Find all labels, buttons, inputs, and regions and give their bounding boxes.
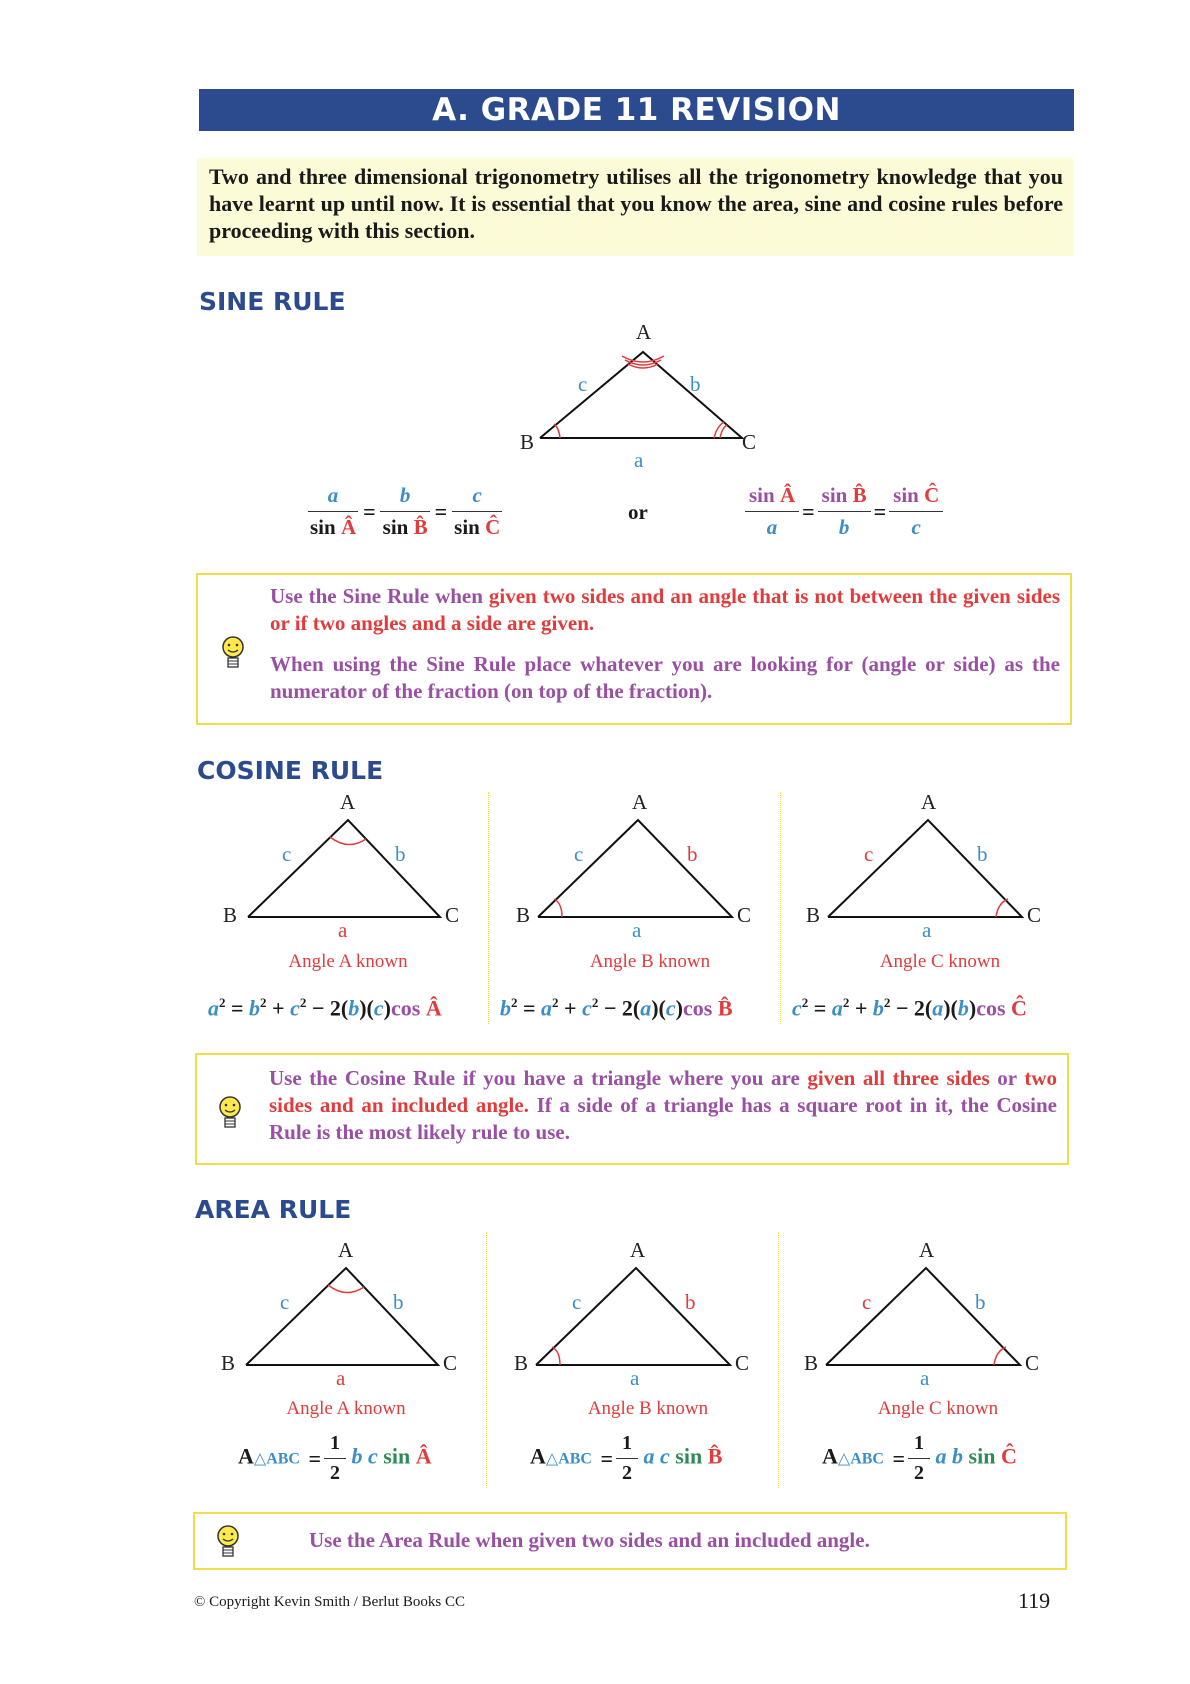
angle-b-known-caption: Angle B known bbox=[587, 1398, 709, 1419]
divider bbox=[780, 792, 781, 1024]
cosine-rule-heading: COSINE RULE bbox=[197, 756, 384, 785]
divider bbox=[488, 792, 489, 1024]
side-b-label: b bbox=[393, 1290, 404, 1314]
angle-c-known-caption: Angle C known bbox=[877, 1398, 999, 1419]
side-a-label: a bbox=[634, 448, 644, 472]
vertex-c-label: C bbox=[445, 903, 460, 927]
area-formula-b: A△ABC = $\frac{1}{2}$ a c sin B̂ bbox=[530, 1432, 723, 1484]
side-c-label: c bbox=[280, 1290, 290, 1314]
vertex-b-label: B bbox=[514, 1351, 529, 1375]
cosine-rule-tip-box bbox=[195, 1053, 1069, 1165]
vertex-c-label: C bbox=[742, 430, 757, 454]
vertex-b-label: B bbox=[223, 903, 238, 927]
sine-tip-paragraph-2: When using the Sine Rule place whatever you are looking for (angle or side) as the numerator of the fraction (on top of the fraction). bbox=[270, 652, 1060, 703]
area-formula-a: A△ABC = $\frac{1}{2}$ b c sin Â bbox=[238, 1432, 432, 1484]
side-c-label: c bbox=[282, 842, 292, 866]
vertex-c-label: C bbox=[443, 1351, 458, 1375]
vertex-a-label: A bbox=[630, 1238, 646, 1262]
area-tip-text: Use the Area Rule when given two sides and an included angle. bbox=[309, 1528, 870, 1552]
side-a-label: a bbox=[338, 918, 348, 942]
page-number: 119 bbox=[1018, 1588, 1051, 1613]
side-b-label: b bbox=[685, 1290, 696, 1314]
angle-c-known-caption: Angle C known bbox=[879, 951, 1001, 972]
cosine-triangle-c bbox=[800, 785, 1040, 925]
side-a-label: a bbox=[630, 1366, 640, 1390]
lightbulb-icon bbox=[213, 1522, 243, 1562]
area-triangle-c bbox=[798, 1233, 1038, 1373]
vertex-a-label: A bbox=[921, 790, 937, 814]
copyright-footer: © Copyright Kevin Smith / Berlut Books CC bbox=[194, 1594, 465, 1610]
area-formula-c: A△ABC = $\frac{1}{2}$ a b sin Ĉ bbox=[822, 1432, 1017, 1484]
sine-tip-paragraph-1: Use the Sine Rule when given two sides and an angle that is not between the given sides or if two angles and a side are given. bbox=[270, 584, 1060, 635]
vertex-a-label: A bbox=[919, 1238, 935, 1262]
side-b-label: b bbox=[395, 842, 406, 866]
side-a-label: a bbox=[920, 1366, 930, 1390]
cosine-tip-text: Use the Cosine Rule if you have a triangle where you are given all three sides or two sides and an included angle. If a side of a triangle has a square root in it, the Cosine Rule is the most likely rule to use. bbox=[269, 1066, 1057, 1144]
page-title: A. GRADE 11 REVISION bbox=[199, 89, 1074, 131]
side-c-label: c bbox=[578, 372, 588, 396]
side-c-label: c bbox=[862, 1290, 872, 1314]
angle-a-known-caption: Angle A known bbox=[286, 1398, 406, 1419]
side-b-label: b bbox=[975, 1290, 986, 1314]
area-rule-heading: AREA RULE bbox=[195, 1195, 352, 1224]
angle-a-known-caption: Angle A known bbox=[288, 951, 408, 972]
lightbulb-icon bbox=[215, 1093, 245, 1133]
or-text: or bbox=[628, 500, 648, 524]
vertex-c-label: C bbox=[1025, 1351, 1040, 1375]
side-b-label: b bbox=[687, 842, 698, 866]
cosine-formula-a: $a^2 = b^2 + c^2 - 2(b)(c)\cos$ Â bbox=[208, 995, 442, 1021]
divider bbox=[486, 1232, 487, 1488]
sine-rule-formula-sides: $\frac{a}{\text{sin Â}}$ = $\frac{b}{\text{sin B̂}}$ = $\frac{c}{\text{sin Ĉ}}$ bbox=[310, 483, 501, 539]
side-c-label: c bbox=[864, 842, 874, 866]
side-a-label: a bbox=[632, 918, 642, 942]
vertex-a-label: A bbox=[340, 790, 356, 814]
vertex-a-label: A bbox=[338, 1238, 354, 1262]
side-b-label: b bbox=[977, 842, 988, 866]
sine-rule-tip-box bbox=[196, 573, 1072, 725]
divider bbox=[778, 1232, 779, 1488]
lightbulb-icon bbox=[218, 633, 248, 673]
side-a-label: a bbox=[336, 1366, 346, 1390]
vertex-c-label: C bbox=[1027, 903, 1042, 927]
vertex-b-label: B bbox=[516, 903, 531, 927]
vertex-b-label: B bbox=[221, 1351, 236, 1375]
area-triangle-b bbox=[508, 1233, 748, 1373]
vertex-c-label: C bbox=[735, 1351, 750, 1375]
area-rule-tip-box bbox=[193, 1512, 1067, 1570]
vertex-a-label: A bbox=[632, 790, 648, 814]
vertex-c-label: C bbox=[737, 903, 752, 927]
vertex-b-label: B bbox=[520, 430, 535, 454]
cosine-formula-b: $b^2 = a^2 + c^2 - 2(a)(c)\cos$ B̂ bbox=[500, 995, 733, 1021]
cosine-triangle-b bbox=[510, 785, 750, 925]
area-triangle-a bbox=[216, 1233, 456, 1373]
side-c-label: c bbox=[574, 842, 584, 866]
side-b-label: b bbox=[690, 372, 701, 396]
sine-rule-formula-angles: $\frac{\text{sin Â}}{a}$ = $\frac{\text{sin B̂}}{b}$ = $\frac{\text{sin Ĉ}}{c}$ bbox=[745, 483, 943, 540]
vertex-b-label: B bbox=[806, 903, 821, 927]
angle-b-known-caption: Angle B known bbox=[589, 951, 711, 972]
cosine-triangle-a bbox=[218, 785, 458, 925]
intro-paragraph: Two and three dimensional trigonometry utilises all the trigonometry knowledge that you have learnt up until now. It is essential that you know the area, sine and cosine rules before proceeding with this section. bbox=[197, 158, 1073, 256]
side-a-label: a bbox=[922, 918, 932, 942]
vertex-a-label: A bbox=[636, 320, 652, 344]
side-c-label: c bbox=[572, 1290, 582, 1314]
sine-rule-heading: SINE RULE bbox=[199, 287, 346, 316]
cosine-formula-c: $c^2 = a^2 + b^2 - 2(a)(b)\cos$ Ĉ bbox=[792, 995, 1027, 1021]
vertex-b-label: B bbox=[804, 1351, 819, 1375]
